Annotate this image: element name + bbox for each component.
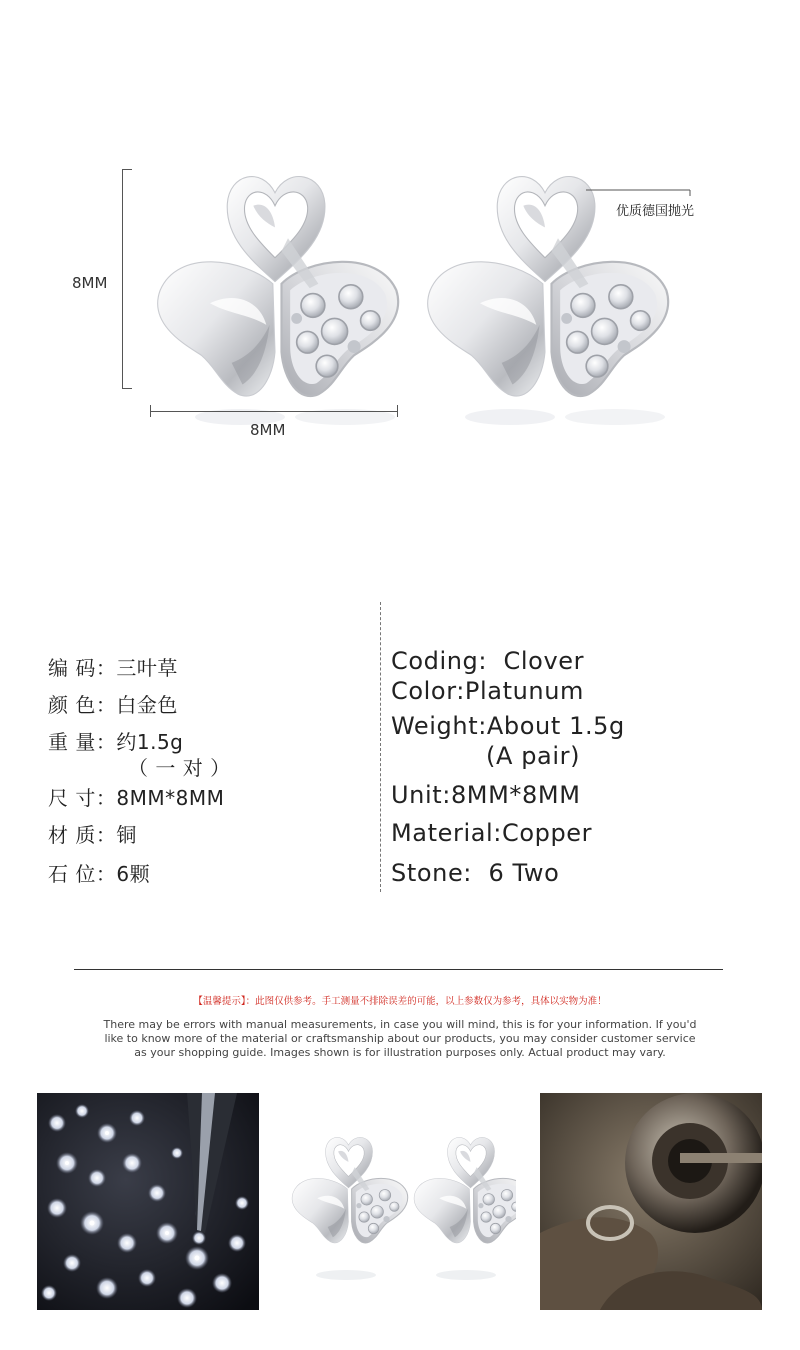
spec-label: 材 质 [48, 823, 96, 847]
spec-en-unit: Unit:8MM*8MM [391, 781, 581, 809]
width-dimension-line [150, 411, 398, 412]
earrings-pair-image [100, 130, 720, 470]
notice-english-line: like to know more of the material or craftsmanship about our products, you may consider customer service [104, 1032, 696, 1045]
spec-cn-row-coding [48, 652, 178, 681]
width-dimension-cap-left [150, 405, 151, 417]
spec-separator: ： [95, 693, 117, 717]
spec-separator: ： [95, 823, 117, 847]
craftsmanship-photo [540, 1093, 762, 1310]
notice-chinese: 【温馨提示】：此图仅供参考。手工测量不排除误差的可能，以上参数仅为参考，具体以实物为准！ [193, 996, 607, 1007]
polish-callout-label: 优质德国抛光 [616, 204, 695, 219]
spec-label: 重 量 [48, 730, 96, 754]
spec-cn-weight-note: （ 一 对 ） [128, 756, 231, 780]
spec-en-color: Color:Platunum [391, 677, 584, 705]
spec-separator: ： [95, 730, 117, 754]
height-dimension-label: 8MM [72, 274, 108, 292]
notice-divider [74, 969, 723, 970]
spec-cn-row-stone [48, 858, 150, 887]
spec-value: 约1.5g [116, 730, 184, 754]
width-dimension-cap-right [397, 405, 398, 417]
spec-separator: ： [95, 656, 117, 680]
spec-value: 铜 [116, 823, 137, 847]
spec-value: 6颗 [116, 862, 151, 886]
product-dimension-figure [100, 130, 720, 470]
gemstones-photo [37, 1093, 259, 1310]
spec-en-coding: Coding: Clover [391, 647, 585, 675]
width-dimension-label: 8MM [250, 421, 286, 439]
height-dimension-cap-bottom [122, 388, 132, 389]
spec-en-material: Material:Copper [391, 819, 593, 847]
spec-separator: ： [95, 786, 117, 810]
notice-english [90, 1018, 710, 1060]
spec-cn-row-color [48, 689, 178, 718]
spec-value: 三叶草 [116, 656, 178, 680]
spec-cn-row-weight [48, 726, 183, 755]
spec-value: 白金色 [116, 693, 178, 717]
height-dimension-cap-top [122, 169, 132, 170]
notice-english-line: as your shopping guide. Images shown is for illustration purposes only. Actual product may vary. [134, 1046, 666, 1059]
earrings-product-photo [286, 1093, 516, 1310]
spec-label: 尺 寸 [48, 786, 96, 810]
spec-label: 颜 色 [48, 693, 96, 717]
spec-label: 编 码 [48, 656, 96, 680]
height-dimension-line [122, 169, 123, 388]
spec-label: 石 位 [48, 862, 96, 886]
spec-cn-row-size [48, 782, 224, 811]
specs-divider [380, 602, 381, 892]
spec-cn-row-material [48, 819, 137, 848]
notice-english-line: There may be errors with manual measurements, in case you will mind, this is for your information. If you'd [103, 1018, 697, 1031]
spec-en-weight-note: (A pair) [486, 742, 581, 770]
spec-en-stone: Stone: 6 Two [391, 859, 560, 887]
spec-value: 8MM*8MM [116, 786, 225, 810]
spec-separator: ： [95, 862, 117, 886]
spec-en-weight: Weight:About 1.5g [391, 712, 625, 740]
